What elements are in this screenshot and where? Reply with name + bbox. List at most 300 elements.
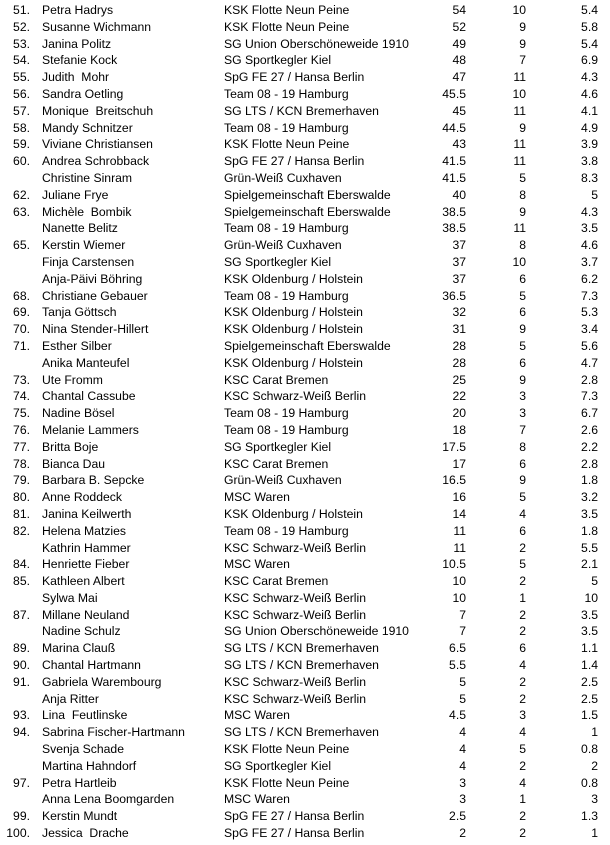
rank-cell: 52. [13, 19, 30, 34]
avg-cell: 1.1 [581, 641, 598, 656]
table-row [0, 657, 610, 674]
points-cell: 2 [459, 826, 466, 841]
points-cell: 47 [452, 70, 466, 85]
name-cell: Barbara B. Sepcke [42, 473, 145, 488]
club-cell: SG Union Oberschöneweide 1910 [224, 36, 409, 51]
name-cell: Viviane Christiansen [42, 137, 153, 152]
avg-cell: 5.4 [581, 3, 598, 17]
games-cell: 10 [512, 3, 526, 17]
games-cell: 2 [519, 674, 526, 689]
games-cell: 2 [519, 691, 526, 706]
avg-cell: 5.6 [581, 338, 598, 353]
points-cell: 11 [453, 540, 466, 555]
avg-cell: 2.1 [581, 557, 598, 572]
name-cell: Stefanie Kock [42, 53, 118, 68]
games-cell: 8 [519, 439, 526, 454]
table-row [0, 372, 610, 389]
table-row [0, 724, 610, 741]
avg-cell: 6.7 [581, 406, 598, 421]
games-cell: 6 [519, 641, 526, 656]
games-cell: 7 [519, 53, 526, 68]
club-cell: KSK Oldenburg / Holstein [224, 355, 363, 370]
points-cell: 4 [459, 725, 466, 740]
table-row [0, 153, 610, 170]
club-cell: KSC Schwarz-Weiß Berlin [224, 674, 366, 689]
avg-cell: 2.2 [581, 439, 598, 454]
club-cell: SG LTS / KCN Bremerhaven [224, 641, 379, 656]
points-cell: 38.5 [442, 204, 466, 219]
points-cell: 7 [459, 607, 466, 622]
games-cell: 11 [513, 70, 526, 85]
games-cell: 10 [512, 254, 526, 269]
games-cell: 2 [519, 540, 526, 555]
name-cell: Sandra Oetling [42, 86, 124, 101]
avg-cell: 1.5 [581, 708, 598, 723]
games-cell: 9 [519, 120, 526, 135]
name-cell: Nanette Belitz [42, 221, 118, 236]
name-cell: Anja-Päivi Böhring [42, 271, 143, 286]
rank-cell: 82. [13, 523, 30, 538]
name-cell: Tanja Göttsch [42, 305, 117, 320]
avg-cell: 6.9 [581, 53, 598, 68]
games-cell: 6 [519, 305, 526, 320]
points-cell: 44.5 [442, 120, 466, 135]
games-cell: 6 [519, 456, 526, 471]
name-cell: Susanne Wichmann [42, 19, 152, 34]
table-row [0, 120, 610, 137]
points-cell: 20 [452, 406, 466, 421]
games-cell: 3 [519, 406, 526, 421]
games-cell: 5 [519, 288, 526, 303]
club-cell: SpG FE 27 / Hansa Berlin [224, 154, 365, 169]
avg-cell: 2.5 [581, 674, 598, 689]
name-cell: Finja Carstensen [42, 254, 135, 269]
table-row [0, 86, 610, 103]
name-cell: Christine Sinram [42, 170, 133, 185]
avg-cell: 8.3 [581, 170, 598, 185]
points-cell: 16 [452, 490, 466, 505]
table-row [0, 220, 610, 237]
table-row [0, 136, 610, 153]
points-cell: 40 [452, 187, 466, 202]
rank-cell: 79. [13, 473, 30, 488]
table-row [0, 405, 610, 422]
points-cell: 38.5 [442, 221, 466, 236]
rank-cell: 68. [13, 288, 30, 303]
points-cell: 25 [452, 372, 466, 387]
name-cell: Chantal Cassube [42, 389, 136, 404]
table-row [0, 707, 610, 724]
name-cell: Kathrin Hammer [42, 540, 131, 555]
club-cell: SG Sportkegler Kiel [224, 439, 332, 454]
avg-cell: 1 [591, 725, 598, 740]
table-row [0, 791, 610, 808]
table-row [0, 640, 610, 657]
table-row [0, 2, 610, 19]
points-cell: 48 [452, 53, 466, 68]
rank-cell: 99. [13, 809, 30, 824]
name-cell: Britta Boje [42, 439, 99, 454]
name-cell: Christiane Gebauer [42, 288, 148, 303]
games-cell: 9 [519, 473, 526, 488]
avg-cell: 1.8 [581, 473, 598, 488]
avg-cell: 2 [591, 758, 598, 773]
table-row [0, 422, 610, 439]
club-cell: Grün-Weiß Cuxhaven [224, 170, 342, 185]
games-cell: 2 [519, 574, 526, 589]
points-cell: 17.5 [442, 439, 466, 454]
games-cell: 2 [519, 826, 526, 841]
club-cell: KSC Schwarz-Weiß Berlin [224, 389, 366, 404]
table-row [0, 170, 610, 187]
club-cell: SpG FE 27 / Hansa Berlin [224, 70, 365, 85]
club-cell: SG LTS / KCN Bremerhaven [224, 725, 379, 740]
avg-cell: 1.8 [581, 523, 598, 538]
name-cell: Lina Feutlinske [42, 708, 128, 723]
rank-cell: 89. [13, 641, 30, 656]
points-cell: 41.5 [442, 170, 466, 185]
points-cell: 18 [452, 422, 466, 437]
games-cell: 10 [512, 86, 526, 101]
points-cell: 28 [452, 355, 466, 370]
rank-cell: 76. [13, 422, 30, 437]
club-cell: KSK Flotte Neun Peine [224, 137, 350, 152]
points-cell: 43 [452, 137, 466, 152]
points-cell: 52 [452, 19, 466, 34]
rank-cell: 60. [13, 154, 30, 169]
club-cell: KSC Schwarz-Weiß Berlin [224, 691, 366, 706]
name-cell: Janina Keilwerth [42, 506, 132, 521]
games-cell: 4 [519, 725, 526, 740]
rank-cell: 62. [13, 187, 30, 202]
name-cell: Martina Hahndorf [42, 758, 137, 773]
rank-cell: 85. [13, 574, 30, 589]
avg-cell: 5 [591, 574, 598, 589]
table-row [0, 506, 610, 523]
points-cell: 4 [459, 742, 466, 757]
club-cell: Team 08 - 19 Hamburg [224, 221, 349, 236]
name-cell: Anika Manteufel [42, 355, 130, 370]
games-cell: 1 [519, 792, 526, 807]
games-cell: 3 [519, 708, 526, 723]
club-cell: KSK Oldenburg / Holstein [224, 271, 363, 286]
games-cell: 9 [519, 372, 526, 387]
points-cell: 10.5 [442, 557, 466, 572]
games-cell: 9 [519, 36, 526, 51]
rank-cell: 53. [13, 36, 30, 51]
rank-cell: 97. [13, 775, 30, 790]
points-cell: 4.5 [449, 708, 466, 723]
name-cell: Kerstin Mundt [42, 809, 118, 824]
games-cell: 2 [519, 624, 526, 639]
points-cell: 17 [452, 456, 466, 471]
games-cell: 2 [519, 809, 526, 824]
table-row [0, 187, 610, 204]
name-cell: Petra Hartleib [42, 775, 117, 790]
club-cell: SG LTS / KCN Bremerhaven [224, 103, 379, 118]
rank-cell: 87. [13, 607, 30, 622]
avg-cell: 4.6 [581, 238, 598, 253]
games-cell: 5 [519, 170, 526, 185]
rank-cell: 71. [13, 338, 30, 353]
name-cell: Anna Lena Boomgarden [42, 792, 175, 807]
points-cell: 10 [452, 590, 466, 605]
avg-cell: 7.3 [581, 288, 598, 303]
avg-cell: 2.8 [581, 456, 598, 471]
club-cell: SG Sportkegler Kiel [224, 758, 332, 773]
name-cell: Juliane Frye [42, 187, 109, 202]
table-row [0, 623, 610, 640]
points-cell: 22 [452, 389, 466, 404]
name-cell: Nadine Schulz [42, 624, 121, 639]
avg-cell: 4.3 [581, 70, 598, 85]
avg-cell: 3.5 [581, 221, 598, 236]
rank-cell: 84. [13, 557, 30, 572]
avg-cell: 3.2 [581, 490, 598, 505]
name-cell: Bianca Dau [42, 456, 106, 471]
rank-cell: 51. [13, 3, 30, 17]
table-row [0, 691, 610, 708]
points-cell: 16.5 [442, 473, 466, 488]
games-cell: 5 [519, 490, 526, 505]
games-cell: 4 [519, 775, 526, 790]
games-cell: 4 [519, 658, 526, 673]
club-cell: Spielgemeinschaft Eberswalde [224, 187, 391, 202]
points-cell: 37 [452, 271, 466, 286]
points-cell: 37 [452, 254, 466, 269]
club-cell: KSK Flotte Neun Peine [224, 19, 350, 34]
club-cell: MSC Waren [224, 708, 290, 723]
table-row [0, 355, 610, 372]
club-cell: Grün-Weiß Cuxhaven [224, 473, 342, 488]
table-row [0, 254, 610, 271]
games-cell: 2 [519, 758, 526, 773]
club-cell: KSC Schwarz-Weiß Berlin [224, 607, 366, 622]
club-cell: SG Union Oberschöneweide 1910 [224, 624, 409, 639]
table-row [0, 523, 610, 540]
table-row [0, 540, 610, 557]
games-cell: 2 [519, 607, 526, 622]
rank-cell: 73. [13, 372, 30, 387]
club-cell: KSC Schwarz-Weiß Berlin [224, 540, 366, 555]
points-cell: 31 [452, 322, 466, 337]
table-row [0, 573, 610, 590]
club-cell: Spielgemeinschaft Eberswalde [224, 204, 391, 219]
points-cell: 41.5 [442, 154, 466, 169]
table-row [0, 489, 610, 506]
games-cell: 3 [519, 389, 526, 404]
rank-cell: 57. [13, 103, 30, 118]
avg-cell: 0.8 [581, 775, 598, 790]
points-cell: 5 [459, 674, 466, 689]
avg-cell: 3.5 [581, 506, 598, 521]
points-cell: 28 [452, 338, 466, 353]
club-cell: KSK Oldenburg / Holstein [224, 322, 363, 337]
name-cell: Monique Breitschuh [42, 103, 154, 118]
avg-cell: 5 [591, 187, 598, 202]
club-cell: Team 08 - 19 Hamburg [224, 86, 349, 101]
name-cell: Melanie Lammers [42, 422, 139, 437]
table-row [0, 741, 610, 758]
points-cell: 49 [452, 36, 466, 51]
name-cell: Mandy Schnitzer [42, 120, 133, 135]
points-cell: 11 [453, 523, 466, 538]
avg-cell: 5.8 [581, 19, 598, 34]
games-cell: 5 [519, 557, 526, 572]
name-cell: Ute Fromm [42, 372, 103, 387]
games-cell: 7 [519, 422, 526, 437]
name-cell: Kathleen Albert [42, 574, 125, 589]
avg-cell: 4.9 [581, 120, 598, 135]
name-cell: Jessica Drache [42, 826, 129, 841]
avg-cell: 0.8 [581, 742, 598, 757]
games-cell: 11 [513, 154, 526, 169]
games-cell: 11 [513, 221, 526, 236]
club-cell: SpG FE 27 / Hansa Berlin [224, 809, 365, 824]
table-row [0, 52, 610, 69]
games-cell: 1 [519, 590, 526, 605]
avg-cell: 3 [591, 792, 598, 807]
rank-cell: 63. [13, 204, 30, 219]
name-cell: Helena Matzies [42, 523, 126, 538]
rank-cell: 70. [13, 322, 30, 337]
games-cell: 6 [519, 271, 526, 286]
table-row [0, 237, 610, 254]
rank-cell: 81. [13, 506, 30, 521]
avg-cell: 2.6 [581, 422, 598, 437]
rank-cell: 69. [13, 305, 30, 320]
name-cell: Michèle Bombik [42, 204, 132, 219]
name-cell: Sabrina Fischer-Hartmann [42, 725, 185, 740]
table-row [0, 103, 610, 120]
rank-cell: 100. [6, 826, 30, 841]
avg-cell: 3.4 [581, 322, 598, 337]
points-cell: 32 [452, 305, 466, 320]
name-cell: Millane Neuland [42, 607, 130, 622]
table-row [0, 288, 610, 305]
avg-cell: 4.3 [581, 204, 598, 219]
name-cell: Esther Silber [42, 338, 112, 353]
points-cell: 6.5 [449, 641, 466, 656]
club-cell: SG LTS / KCN Bremerhaven [224, 658, 379, 673]
avg-cell: 3.5 [581, 624, 598, 639]
name-cell: Gabriela Warembourg [42, 674, 162, 689]
games-cell: 6 [519, 523, 526, 538]
club-cell: Spielgemeinschaft Eberswalde [224, 338, 391, 353]
games-cell: 11 [513, 103, 526, 118]
rank-cell: 58. [13, 120, 30, 135]
avg-cell: 3.5 [581, 607, 598, 622]
name-cell: Anja Ritter [42, 691, 99, 706]
rank-cell: 93. [13, 708, 30, 723]
avg-cell: 1 [591, 826, 598, 841]
rank-cell: 77. [13, 439, 30, 454]
avg-cell: 6.2 [581, 271, 598, 286]
games-cell: 8 [519, 187, 526, 202]
table-row [0, 758, 610, 775]
table-row [0, 674, 610, 691]
club-cell: KSK Oldenburg / Holstein [224, 305, 363, 320]
club-cell: KSK Flotte Neun Peine [224, 742, 350, 757]
rank-cell: 74. [13, 389, 30, 404]
games-cell: 11 [513, 137, 526, 152]
table-row [0, 607, 610, 624]
games-cell: 9 [519, 204, 526, 219]
games-cell: 5 [519, 742, 526, 757]
table-row [0, 19, 610, 36]
avg-cell: 3.9 [581, 137, 598, 152]
table-row [0, 36, 610, 53]
name-cell: Janina Politz [42, 36, 112, 51]
points-cell: 10 [452, 574, 466, 589]
name-cell: Sylwa Mai [42, 590, 98, 605]
table-row [0, 775, 610, 792]
club-cell: Team 08 - 19 Hamburg [224, 422, 349, 437]
avg-cell: 5.5 [581, 540, 598, 555]
avg-cell: 2.8 [581, 372, 598, 387]
club-cell: MSC Waren [224, 557, 290, 572]
avg-cell: 4.7 [581, 355, 598, 370]
table-row [0, 321, 610, 338]
table-row [0, 456, 610, 473]
points-cell: 3 [459, 792, 466, 807]
points-cell: 2.5 [449, 809, 466, 824]
rank-cell: 56. [13, 86, 30, 101]
points-cell: 5 [459, 691, 466, 706]
avg-cell: 2.5 [581, 691, 598, 706]
rank-cell: 54. [13, 53, 30, 68]
club-cell: KSK Flotte Neun Peine [224, 775, 350, 790]
avg-cell: 3.8 [581, 154, 598, 169]
points-cell: 54 [452, 3, 466, 17]
club-cell: KSC Carat Bremen [224, 574, 329, 589]
avg-cell: 1.3 [581, 809, 598, 824]
table-row [0, 590, 610, 607]
name-cell: Judith Mohr [42, 70, 110, 85]
avg-cell: 5.3 [581, 305, 598, 320]
avg-cell: 4.6 [581, 86, 598, 101]
points-cell: 5.5 [449, 658, 466, 673]
table-row [0, 808, 610, 825]
table-row [0, 472, 610, 489]
table-row [0, 338, 610, 355]
points-cell: 7 [459, 624, 466, 639]
club-cell: KSK Oldenburg / Holstein [224, 506, 363, 521]
club-cell: SG Sportkegler Kiel [224, 254, 332, 269]
table-row [0, 304, 610, 321]
club-cell: KSK Flotte Neun Peine [224, 3, 350, 17]
club-cell: Team 08 - 19 Hamburg [224, 120, 349, 135]
rank-cell: 65. [13, 238, 30, 253]
avg-cell: 3.7 [581, 254, 598, 269]
club-cell: Grün-Weiß Cuxhaven [224, 238, 342, 253]
name-cell: Kerstin Wiemer [42, 238, 126, 253]
games-cell: 9 [519, 322, 526, 337]
avg-cell: 1.4 [581, 658, 598, 673]
rank-cell: 91. [13, 674, 30, 689]
table-row [0, 271, 610, 288]
club-cell: MSC Waren [224, 792, 290, 807]
club-cell: MSC Waren [224, 490, 290, 505]
name-cell: Chantal Hartmann [42, 658, 141, 673]
avg-cell: 10 [584, 590, 598, 605]
name-cell: Andrea Schrobback [42, 154, 150, 169]
points-cell: 37 [452, 238, 466, 253]
points-cell: 3 [459, 775, 466, 790]
club-cell: KSC Carat Bremen [224, 372, 329, 387]
games-cell: 4 [519, 506, 526, 521]
name-cell: Nadine Bösel [42, 406, 115, 421]
